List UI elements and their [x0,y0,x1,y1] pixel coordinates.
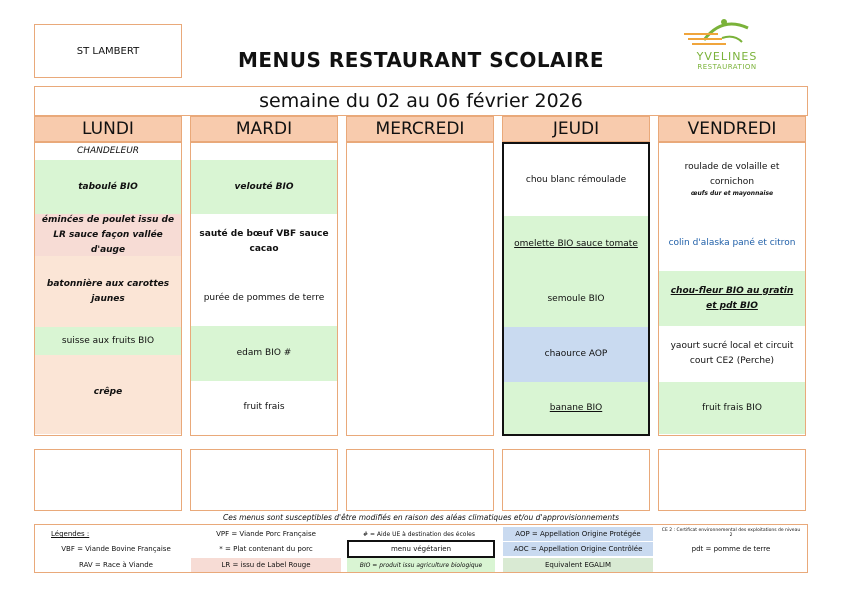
menu-item-side: purée de pommes de terre [203,292,325,303]
disclaimer-notice: Ces menus sont susceptibles d'être modifiés en raison des aléas climatiques et/ou d'approvisionnements [222,513,620,522]
menu-item-dessert: crêpe [35,355,181,434]
week-label: semaine du 02 au 06 février 2026 [259,90,583,112]
menu-item-side: semoule BIO [504,272,648,327]
legend-aoc: AOC = Appellation Origine Contrôlée [503,542,653,556]
menu-item-dessert: fruit frais BIO [659,382,805,434]
school-name: ST LAMBERT [76,45,140,57]
menu-item-starter-note: œufs dur et mayonnaise [690,190,774,197]
menu-item-dessert: banane BIO [504,382,648,434]
menu-item-starter: velouté BIO [191,160,337,214]
logo-text-main: YVELINES [696,50,758,63]
legend-bio: BIO = produit issu agriculture biologique [347,558,495,572]
menu-item-side: batonnière aux carottes jaunes [35,256,181,327]
menu-item-main: omelette BIO sauce tomate [504,216,648,272]
legend-ce2: CE 2 : Certificat environnemental des exploitations de niveau 2 [661,528,801,538]
page-title: MENUS RESTAURANT SCOLAIRE [237,48,605,72]
note-box-mercredi [346,449,494,511]
day-header-lundi: LUNDI [34,116,182,142]
day-header-jeudi: JEUDI [502,116,650,142]
legend-vegetarian: menu végétarien [347,540,495,558]
note-box-lundi [34,449,182,511]
legend-aide: # = Aide UE à destination des écoles [363,530,475,538]
legend-pdt: pdt = pomme de terre [691,545,771,553]
menu-item-dairy: yaourt sucré local et circuit court CE2 (Perche) [670,341,794,366]
day-column-mardi [190,142,338,436]
yvelines-restauration-logo [682,16,766,76]
day-column-jeudi [502,142,650,436]
week-banner [34,86,808,116]
menu-item-starter-text: roulade de volaille et cornichon [684,162,780,187]
menu-item-main: sauté de bœuf VBF sauce cacao [199,229,329,254]
legend-box [34,524,808,573]
menu-item-main: colin d'alaska pané et citron [668,237,796,248]
menu-item-dairy: edam BIO # [191,326,337,381]
day-column-mercredi [346,142,494,436]
menu-item-starter [659,143,805,215]
legend-lr: LR = issu de Label Rouge [191,558,341,572]
day-column-lundi [34,142,182,436]
menu-item-dairy: chaource AOP [504,327,648,382]
legend-title: Légendes : [51,530,90,538]
menu-item-side: chou-fleur BIO au gratin et pdt BIO [659,271,805,326]
day-header-mercredi: MERCREDI [346,116,494,142]
legend-vbf: VBF = Viande Bovine Française [61,545,171,553]
day-header-vendredi: VENDREDI [658,116,806,142]
note-box-jeudi [502,449,650,511]
menu-item-starter: taboulé BIO [35,160,181,214]
day-header-mardi: MARDI [190,116,338,142]
note-box-mardi [190,449,338,511]
event-label: CHANDELEUR [76,145,140,156]
legend-egalim: Equivalent EGALIM [503,558,653,572]
legend-vpf: VPF = Viande Porc Française [216,530,316,538]
legend-aop: AOP = Appellation Origine Protégée [503,527,653,541]
legend-porc: * = Plat contenant du porc [219,545,313,553]
menu-item-dessert: fruit frais [243,402,285,412]
menu-item-main: éminćes de poulet issu de LR sauce façon vallée d'auge [35,214,181,256]
school-name-box [34,24,182,78]
legend-rav: RAV = Race à Viande [79,561,153,569]
menu-item-starter: chou blanc rémoulade [525,174,627,185]
logo-text-sub: RESTAURATION [697,63,757,71]
note-box-vendredi [658,449,806,511]
day-column-vendredi [658,142,806,436]
menu-item-dairy: suisse aux fruits BIO [35,327,181,355]
